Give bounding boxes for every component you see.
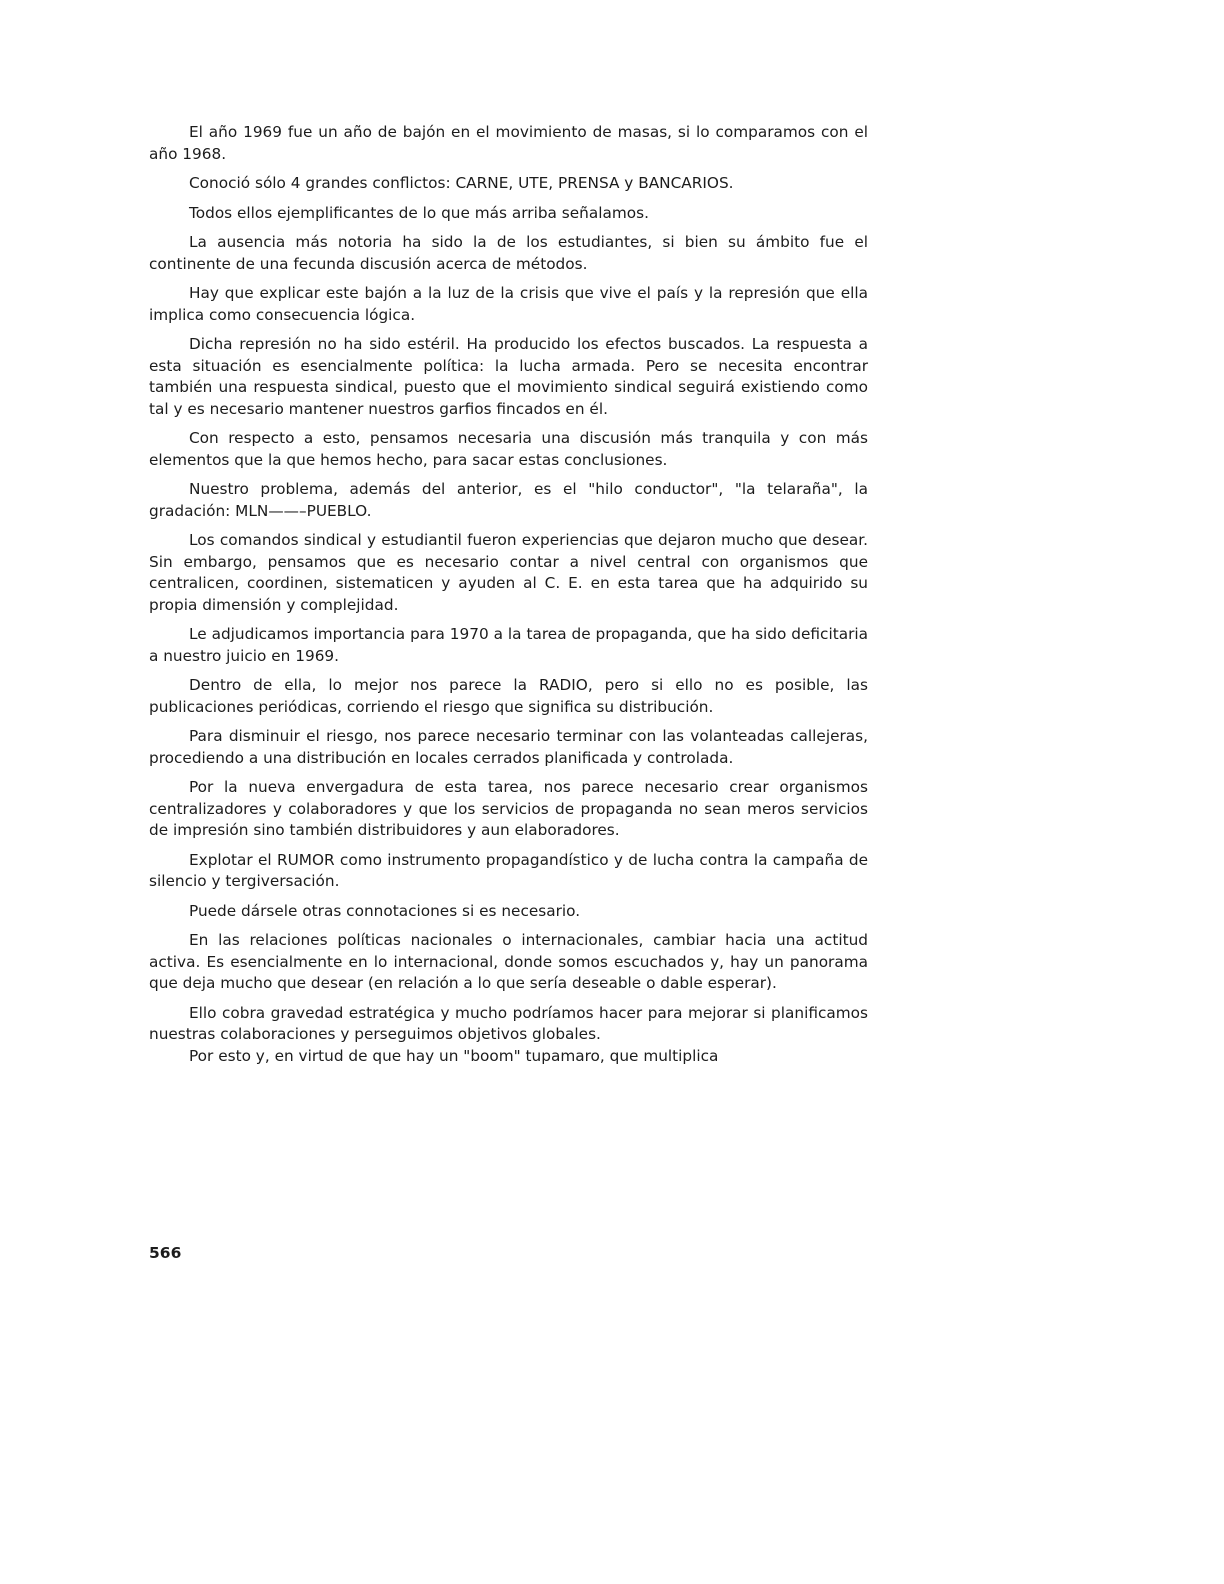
paragraph-15: Puede dársele otras connotaciones si es necesario.: [189, 901, 581, 920]
paragraph-14: Explotar el RUMOR como instrumento propagandístico y de lucha contra la campaña de silencio y tergiversación.: [149, 850, 868, 890]
paragraph-10: Le adjudicamos importancia para 1970 a la tarea de propaganda, que ha sido deficitaria a nuestro juicio en 1969.: [149, 625, 868, 665]
paragraph-16: En las relaciones políticas nacionales o internacionales, cambiar hacia una actitud activa. Es esencialmente en lo internacional, donde somos escuchados y, hay un panorama que deja mucho que desear (en relación a lo que sería deseable o dable esperar).: [149, 931, 868, 992]
document-body: [149, 122, 868, 1075]
paragraph-17: Ello cobra gravedad estratégica y mucho podríamos hacer para mejorar si planificamos nuestras colaboraciones y perseguimos objetivos globales.: [149, 1003, 868, 1043]
paragraph-12: Para disminuir el riesgo, nos parece necesario terminar con las volanteadas callejeras, procediendo a una distribución en locales cerrados planificada y controlada.: [149, 727, 868, 767]
paragraph-6: Dicha represión no ha sido estéril. Ha producido los efectos buscados. La respuesta a esta situación es esencialmente política: la lucha armada. Pero se necesita encontrar también una respuesta sindical, puesto que el movimiento sindical seguirá existiendo como tal y es necesario mantener nuestros garfios fincados en él.: [149, 335, 868, 418]
page-number: 566: [149, 1244, 182, 1262]
paragraph-3: Todos ellos ejemplificantes de lo que más arriba señalamos.: [189, 203, 649, 222]
paragraph-9: Los comandos sindical y estudiantil fueron experiencias que dejaron mucho que desear. Sin embargo, pensamos que es necesario contar a nivel central con organismos que centralicen, coordinen, sistematicen y ayuden al C. E. en esta tarea que ha adquirido su propia dimensión y complejidad.: [149, 531, 868, 614]
paragraph-18: Por esto y, en virtud de que hay un "boom" tupamaro, que multiplica: [189, 1046, 719, 1065]
paragraph-11: Dentro de ella, lo mejor nos parece la RADIO, pero si ello no es posible, las publicaciones periódicas, corriendo el riesgo que significa su distribución.: [149, 676, 868, 716]
paragraph-4: La ausencia más notoria ha sido la de los estudiantes, si bien su ámbito fue el continente de una fecunda discusión acerca de métodos.: [149, 233, 868, 273]
paragraph-5: Hay que explicar este bajón a la luz de la crisis que vive el país y la represión que ella implica como consecuencia lógica.: [149, 284, 868, 324]
paragraph-1: El año 1969 fue un año de bajón en el movimiento de masas, si lo comparamos con el año 1968.: [149, 123, 868, 163]
paragraph-8: Nuestro problema, además del anterior, es el "hilo conductor", "la telaraña", la gradación: MLN——–PUEBLO.: [149, 480, 868, 520]
paragraph-7: Con respecto a esto, pensamos necesaria una discusión más tranquila y con más elementos que la que hemos hecho, para sacar estas conclusiones.: [149, 429, 868, 469]
paragraph-2: Conoció sólo 4 grandes conflictos: CARNE, UTE, PRENSA y BANCARIOS.: [189, 174, 734, 192]
paragraph-13: Por la nueva envergadura de esta tarea, nos parece necesario crear organismos centralizadores y colaboradores y que los servicios de propaganda no sean meros servicios de impresión sino también distribuidores y aun elaboradores.: [149, 778, 868, 839]
